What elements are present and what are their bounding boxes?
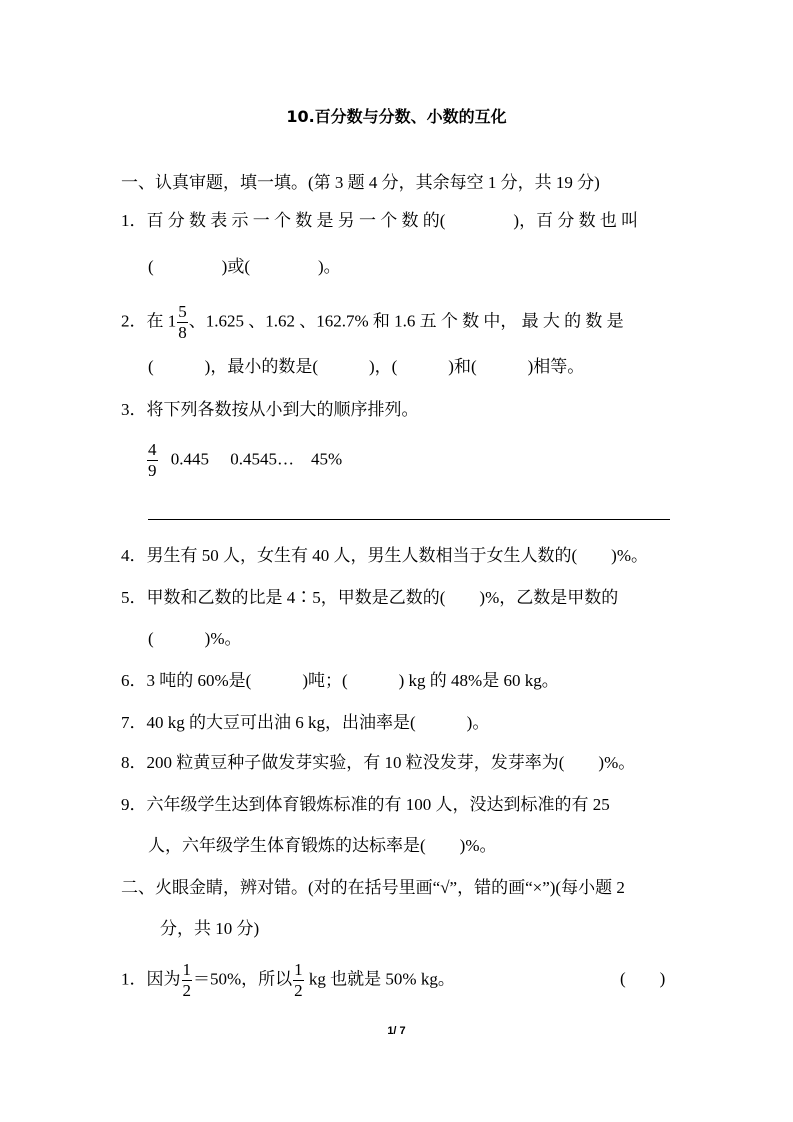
q2-fraction — [177, 302, 188, 343]
q1-line2: ( )或( )。 — [148, 257, 341, 276]
q7: 7．40 kg 的大豆可出油 6 kg，出油率是( )。 — [121, 713, 490, 732]
section1-heading: 一、认真审题，填一填。(第 3 题 4 分，其余每空 1 分，共 19 分) — [121, 173, 600, 192]
s2-q1-frac-a-num: 1 — [182, 960, 191, 979]
s2-q1-text2: ＝50%，所以 — [193, 969, 293, 989]
page-title: 10.百分数与分数、小数的互化 — [286, 107, 507, 126]
q1-line1: 1．百 分 数 表 示 一 个 数 是 另 一 个 数 的( )，百 分 数 也 叫 — [121, 211, 639, 230]
q2-line2: ( )，最小的数是( )，( )和( )相等。 — [148, 357, 585, 376]
q3-fraction — [147, 440, 158, 481]
q3-line1: 3．将下列各数按从小到大的顺序排列。 — [121, 400, 419, 419]
s2-q1-frac-b-den: 2 — [294, 981, 303, 1000]
s2-q1-fraction-a — [182, 960, 193, 1001]
q3-frac-den: 9 — [148, 461, 157, 480]
q5-line1: 5．甲数和乙数的比是 4∶5，甲数是乙数的( )%，乙数是甲数的 — [121, 588, 619, 607]
q4: 4．男生有 50 人，女生有 40 人，男生人数相当于女生人数的( )%。 — [121, 546, 648, 565]
q3-values-line — [146, 440, 342, 481]
s2-q1-frac-a-den: 2 — [182, 981, 191, 1000]
section2-heading-line1: 二、火眼金睛，辨对错。(对的在括号里画“√”，错的画“×”)(每小题 2 — [121, 878, 625, 897]
s2-q1-frac-b-num: 1 — [294, 960, 303, 979]
q2-line1 — [121, 302, 624, 343]
s2-q1-answer-box[interactable]: ( ) — [620, 969, 666, 988]
q9-line1: 9．六年级学生达到体育锻炼标准的有 100 人，没达到标准的有 25 — [121, 795, 610, 814]
q6: 6．3 吨的 60%是( )吨；( ) kg 的 48%是 60 kg。 — [121, 671, 559, 690]
q2-prefix: 2．在 1 — [121, 311, 177, 331]
q3-answer-line — [148, 519, 670, 520]
q2-frac-den: 8 — [178, 323, 187, 342]
page-number: 1/ 7 — [387, 1025, 406, 1037]
q3-values: 0.445 0.4545… 45% — [170, 449, 343, 469]
q9-line2: 人，六年级学生体育锻炼的达标率是( )%。 — [148, 836, 497, 855]
s2-q1-text1: 1．因为 — [121, 969, 181, 989]
q2-frac-num: 5 — [178, 302, 187, 321]
s2-q1-fraction-b — [293, 960, 304, 1001]
q5-line2: ( )%。 — [148, 629, 242, 648]
q3-frac-num: 4 — [148, 440, 157, 459]
s2-q1-text3: kg 也就是 50% kg。 — [304, 969, 455, 989]
s2-q1 — [121, 960, 455, 1001]
section2-heading-line2: 分，共 10 分) — [160, 919, 260, 938]
q8: 8．200 粒黄豆种子做发芽实验，有 10 粒没发芽，发芽率为( )%。 — [121, 753, 636, 772]
q2-suffix: 、1.625 、1.62 、162.7% 和 1.6 五 个 数 中， 最 大 的 数 是 — [188, 311, 624, 331]
